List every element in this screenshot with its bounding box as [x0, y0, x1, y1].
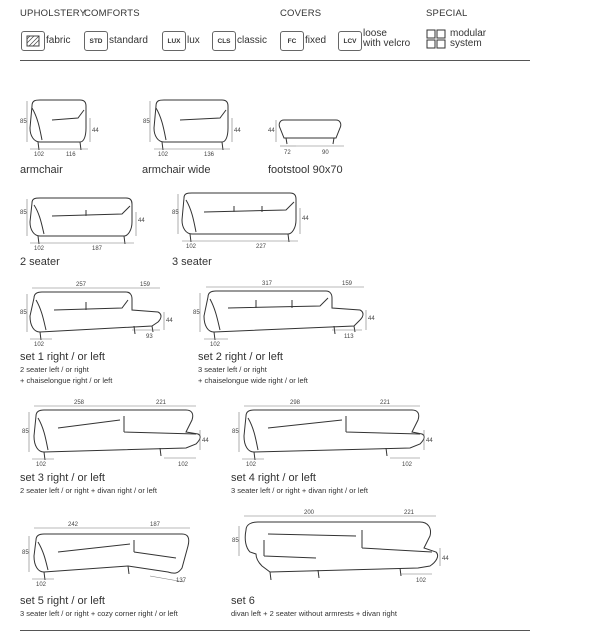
three-seater-caption: 3 seater	[172, 256, 212, 268]
svg-text:102: 102	[36, 462, 47, 468]
special-heading: SPECIAL	[426, 8, 468, 19]
svg-text:258: 258	[74, 400, 85, 406]
svg-text:44: 44	[302, 216, 309, 222]
svg-text:116: 116	[66, 152, 76, 158]
svg-text:44: 44	[426, 438, 433, 444]
set5-drawing	[22, 522, 190, 588]
svg-text:85: 85	[143, 119, 150, 125]
armchair-drawing	[20, 100, 99, 158]
svg-text:44: 44	[268, 128, 275, 134]
svg-text:221: 221	[404, 510, 415, 516]
set6-drawing	[232, 510, 449, 584]
svg-text:44: 44	[202, 438, 209, 444]
set2-caption: set 2 right / or left	[198, 351, 283, 363]
three-seater-drawing	[172, 193, 309, 250]
covers-heading: COVERS	[280, 8, 322, 19]
set2-drawing	[193, 281, 375, 348]
svg-text:85: 85	[22, 550, 29, 556]
loose-label: loose with velcro	[363, 28, 411, 49]
svg-text:85: 85	[20, 310, 27, 316]
lcv-badge: LCV	[338, 31, 362, 51]
svg-text:44: 44	[368, 316, 375, 322]
svg-text:102: 102	[416, 578, 427, 584]
svg-text:102: 102	[246, 462, 257, 468]
footer-divider	[20, 630, 530, 631]
svg-text:102: 102	[158, 152, 169, 158]
two-seater-caption: 2 seater	[20, 256, 60, 268]
svg-text:221: 221	[156, 400, 167, 406]
armchair-caption: armchair	[20, 164, 63, 176]
set3-caption: set 3 right / or left	[20, 472, 105, 484]
fc-badge: FC	[280, 31, 304, 51]
svg-text:85: 85	[20, 210, 27, 216]
svg-text:44: 44	[234, 128, 241, 134]
svg-text:242: 242	[68, 522, 79, 528]
svg-text:159: 159	[342, 281, 353, 287]
cls-badge: CLS	[212, 31, 236, 51]
armchair-wide-drawing	[143, 100, 241, 158]
svg-text:85: 85	[193, 310, 200, 316]
svg-text:102: 102	[186, 244, 197, 250]
standard-label: standard	[109, 35, 148, 46]
lux-badge: LUX	[162, 31, 186, 51]
svg-text:85: 85	[20, 119, 27, 125]
svg-text:102: 102	[34, 152, 45, 158]
comforts-heading: COMFORTS	[84, 8, 140, 19]
fixed-label: fixed	[305, 35, 327, 46]
svg-text:93: 93	[146, 334, 153, 340]
svg-text:85: 85	[22, 429, 29, 435]
svg-text:221: 221	[380, 400, 391, 406]
svg-text:113: 113	[344, 334, 354, 340]
footstool-caption: footstool 90x70	[268, 164, 343, 176]
svg-text:44: 44	[92, 128, 99, 134]
set3-description: 2 seater left / or right + divan right / or left	[20, 486, 157, 495]
svg-text:298: 298	[290, 400, 301, 406]
svg-text:136: 136	[204, 152, 215, 158]
svg-text:72: 72	[284, 150, 291, 156]
set4-caption: set 4 right / or left	[231, 472, 316, 484]
modular-label: modular system	[450, 28, 487, 49]
set1-drawing	[20, 282, 173, 348]
svg-text:85: 85	[232, 429, 239, 435]
set3-drawing	[22, 400, 209, 468]
svg-text:187: 187	[150, 522, 161, 528]
std-badge: STD	[84, 31, 108, 51]
armchair-wide-caption: armchair wide	[142, 164, 211, 176]
set5-caption: set 5 right / or left	[20, 595, 105, 607]
svg-text:102: 102	[178, 462, 189, 468]
svg-text:102: 102	[36, 582, 47, 588]
lux-label: lux	[187, 35, 200, 46]
footstool-drawing	[268, 120, 344, 156]
set1-caption: set 1 right / or left	[20, 351, 105, 363]
svg-text:44: 44	[442, 556, 449, 562]
svg-text:257: 257	[76, 282, 87, 288]
set2-description: 3 seater left / or right + chaiselongue wide right / or left	[198, 365, 308, 385]
svg-text:200: 200	[304, 510, 315, 516]
set4-description: 3 seater left / or right + divan right / or left	[231, 486, 368, 495]
svg-text:102: 102	[34, 342, 45, 348]
classic-label: classic	[237, 35, 268, 46]
svg-text:85: 85	[232, 538, 239, 544]
svg-text:187: 187	[92, 246, 103, 252]
svg-text:90: 90	[322, 150, 329, 156]
svg-text:102: 102	[402, 462, 413, 468]
svg-text:44: 44	[138, 218, 145, 224]
set6-caption: set 6	[231, 595, 255, 607]
set6-description: divan left + 2 seater without armrests + divan right	[231, 609, 397, 618]
fabric-label: fabric	[46, 35, 71, 46]
svg-text:44: 44	[166, 318, 173, 324]
svg-text:137: 137	[176, 578, 187, 584]
set1-description: 2 seater left / or right + chaiselongue right / or left	[20, 365, 113, 385]
upholstery-heading: UPHOLSTERY	[20, 8, 87, 19]
svg-text:85: 85	[172, 210, 179, 216]
set5-description: 3 seater left / or right + cozy corner right / or left	[20, 609, 178, 618]
svg-text:227: 227	[256, 244, 267, 250]
two-seater-drawing	[20, 198, 145, 252]
svg-text:317: 317	[262, 281, 273, 287]
svg-text:102: 102	[210, 342, 221, 348]
set4-drawing	[232, 400, 433, 468]
svg-text:102: 102	[34, 246, 45, 252]
svg-text:159: 159	[140, 282, 151, 288]
